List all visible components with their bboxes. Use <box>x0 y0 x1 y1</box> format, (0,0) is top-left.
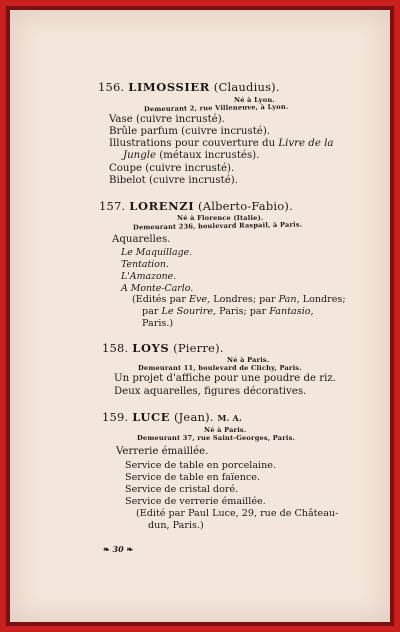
publisher-note <box>132 294 346 305</box>
page-number-value: 30 <box>112 544 124 554</box>
left-ornament-icon: ❧ <box>103 544 110 554</box>
birthplace: Né à Florence (Italie). <box>177 214 264 222</box>
work-item: Bibelot (cuivre incrusté). <box>109 175 238 186</box>
note-text: Londres; <box>302 294 346 305</box>
work-item: Service de verrerie émaillée. <box>125 496 266 507</box>
publisher-note: dun, Paris.) <box>148 520 204 531</box>
artist-given-name: (Claudius). <box>213 80 280 94</box>
publication-title: Eve, <box>188 294 211 305</box>
work-item: Service de table en faïence. <box>125 472 261 483</box>
work-item: Brûle parfum (cuivre incrusté). <box>109 126 271 137</box>
entry-header <box>98 80 280 94</box>
entry-number: 156. <box>98 80 125 94</box>
work-item: Service de table en porcelaine. <box>125 460 277 471</box>
birthplace: Né à Paris. <box>227 356 270 364</box>
publisher-note: (Edité par Paul Luce, 29, rue de Château- <box>136 508 339 519</box>
publication-title: Pan, <box>278 294 300 305</box>
work-item <box>109 138 333 149</box>
work-item: Un projet d'affiche pour une poudre de riz. <box>114 373 336 384</box>
page-number <box>103 544 133 554</box>
work-text: (métaux incrustés). <box>159 150 260 161</box>
publisher-note: Paris.) <box>142 318 174 329</box>
address: Demeurant 2, rue Villeneuve, à Lyon. <box>143 102 289 114</box>
entry-number: 157. <box>99 199 126 213</box>
artist-surname: LIMOSSIER <box>128 80 210 94</box>
artist-surname: LUCE <box>132 410 171 424</box>
work-item: Deux aquarelles, figures décoratives. <box>114 386 307 397</box>
artist-given-name: (Alberto-Fabio). <box>198 199 293 213</box>
publication-title: Le Sourire, <box>161 306 217 317</box>
artist-surname: LORENZI <box>129 199 195 213</box>
address: Demeurant 11, boulevard de Clichy, Paris. <box>138 364 302 372</box>
publisher-note <box>142 306 314 317</box>
work-title: Le Maquillage. <box>121 247 193 258</box>
note-text: (Edités par <box>132 294 186 305</box>
birthplace: Né à Lyon. <box>234 96 275 104</box>
note-text: Paris; par <box>219 306 267 317</box>
address: Demeurant 236, boulevard Raspail, à Paris. <box>132 220 303 232</box>
publication-title: Fantasio, <box>269 306 314 317</box>
work-title: L'Amazone. <box>121 271 177 282</box>
work-title: Jungle <box>123 150 157 161</box>
note-text: Londres; par <box>213 294 276 305</box>
entry-header <box>99 199 293 213</box>
artist-given-name: (Pierre). <box>173 341 224 355</box>
artist-given-name: (Jean). <box>173 410 214 424</box>
entry-header <box>102 410 242 424</box>
work-title: Livre de la <box>278 138 334 149</box>
membership-mark: M. A. <box>217 413 242 423</box>
address: Demeurant 37, rue Saint-Georges, Paris. <box>137 434 296 442</box>
work-title: Tentation. <box>121 259 169 270</box>
right-ornament-icon: ❧ <box>126 544 134 554</box>
work-item: Service de cristal doré. <box>125 484 239 495</box>
work-item: Verrerie émaillée. <box>116 446 209 457</box>
artist-surname: LOYS <box>132 341 170 355</box>
work-item: Coupe (cuivre incrusté). <box>109 163 235 174</box>
entry-number: 158. <box>102 341 129 355</box>
work-item: Aquarelles. <box>112 234 171 245</box>
work-item <box>123 150 259 161</box>
entry-number: 159. <box>102 410 129 424</box>
entry-header <box>102 341 224 355</box>
work-title: A Monte-Carlo. <box>121 283 194 294</box>
work-item: Vase (cuivre incrusté). <box>109 114 225 125</box>
work-text: Illustrations pour couverture du <box>109 138 276 149</box>
note-text: par <box>142 306 159 317</box>
birthplace: Né à Paris. <box>204 426 247 434</box>
page <box>10 10 390 622</box>
